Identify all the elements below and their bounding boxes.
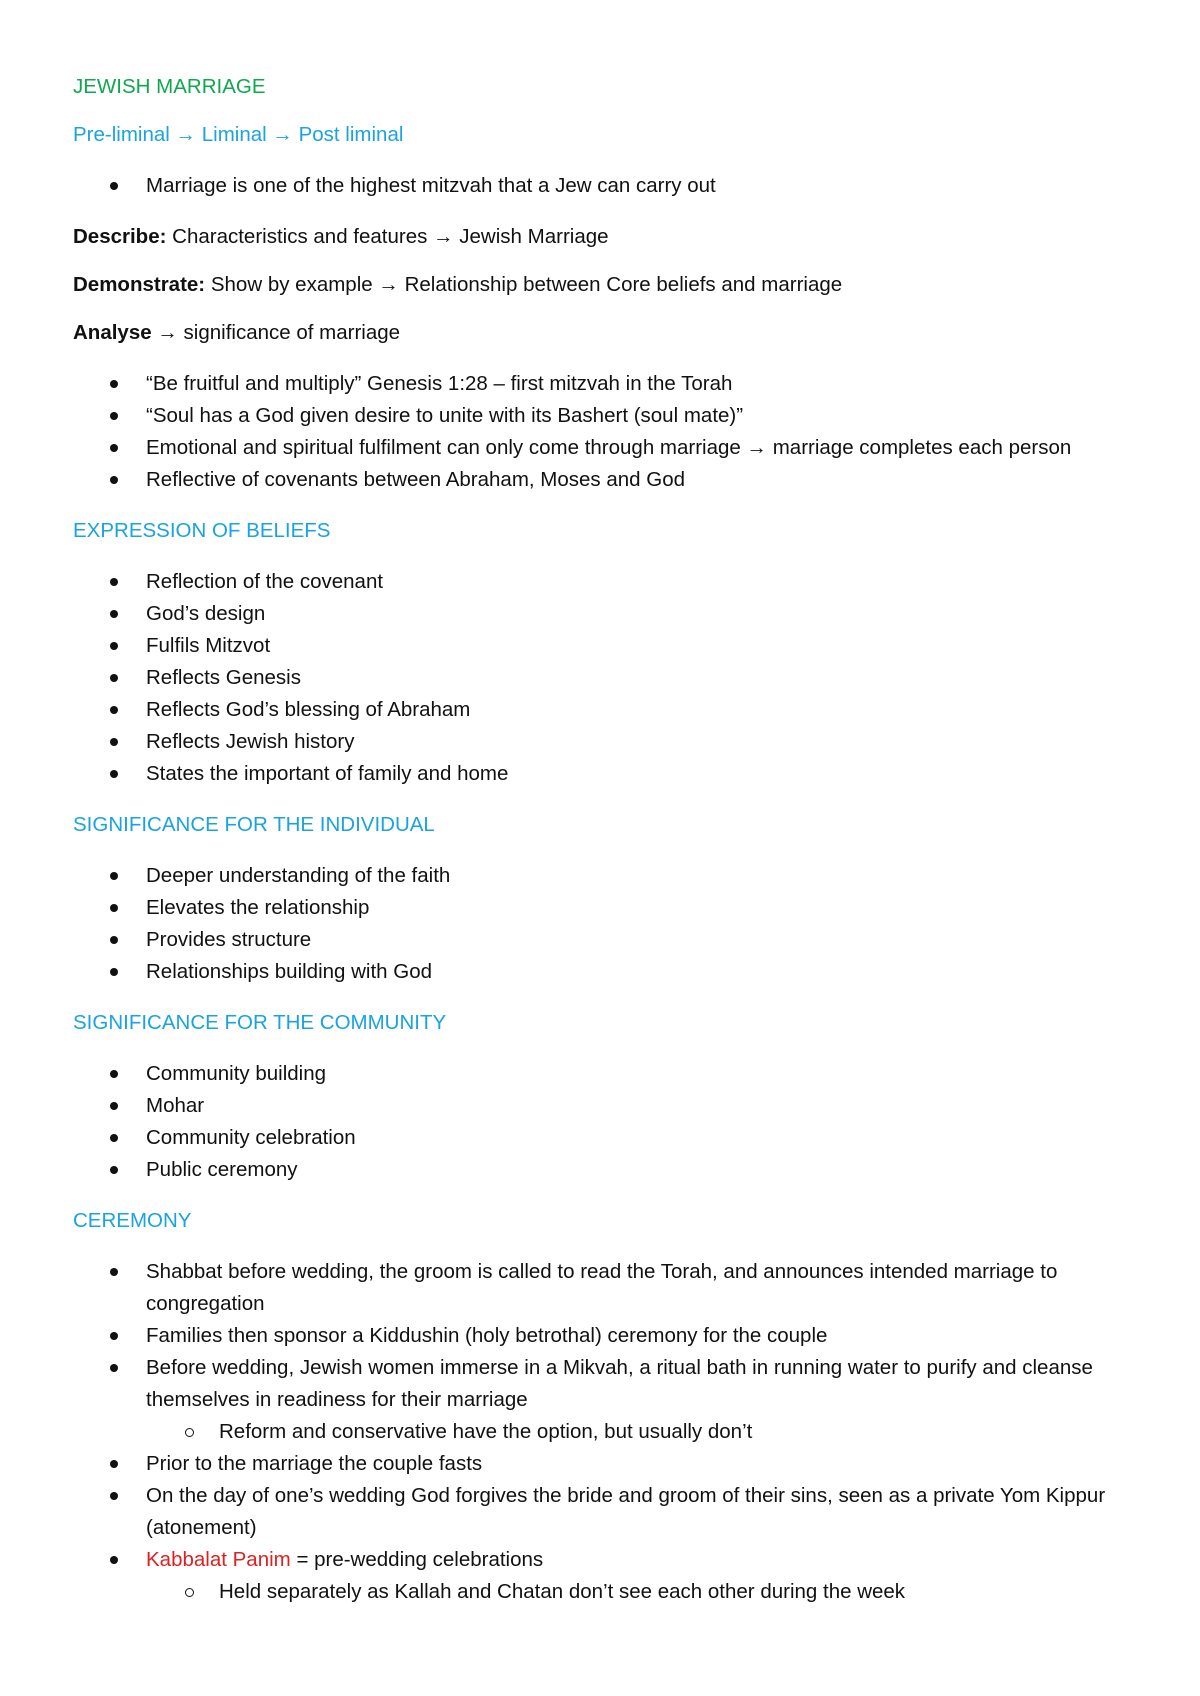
arrow-icon: → (272, 123, 293, 146)
demonstrate-target: Relationship between Core beliefs and marriage (404, 273, 843, 296)
sub-list-item: Reform and conservative have the option, but usually don’t (73, 1416, 1113, 1448)
section-heading-individual: SIGNIFICANCE FOR THE INDIVIDUAL (73, 813, 435, 836)
phase-liminal: Liminal (201, 123, 267, 146)
describe-line (73, 224, 1120, 250)
analyse-label: Analyse (73, 321, 152, 344)
list-item: Families then sponsor a Kiddushin (holy betrothal) ceremony for the couple (73, 1320, 1113, 1352)
list-item: Shabbat before wedding, the groom is called to read the Torah, and announces intended marriage to congregation (73, 1256, 1113, 1320)
sub-list-item: Held separately as Kallah and Chatan don’t see each other during the week (73, 1576, 1113, 1608)
arrow-icon: → (175, 123, 197, 146)
demonstrate-line (73, 272, 1120, 298)
list-item: Reflects Genesis (73, 662, 1120, 694)
list-item: Reflects God’s blessing of Abraham (73, 694, 1120, 726)
expression-list (73, 566, 1120, 790)
list-item: Reflection of the covenant (73, 566, 1120, 598)
intro-list (73, 170, 1120, 202)
phase-pre-liminal: Pre-liminal (73, 123, 170, 146)
list-item: Marriage is one of the highest mitzvah that a Jew can carry out (73, 170, 1120, 202)
arrow-icon: → (378, 273, 399, 296)
list-item: “Soul has a God given desire to unite with its Bashert (soul mate)” (73, 400, 1120, 432)
document-title: JEWISH MARRIAGE (73, 75, 266, 98)
analyse-text: significance of marriage (183, 321, 401, 344)
demonstrate-text: Show by example (210, 273, 373, 296)
demonstrate-label: Demonstrate: (73, 273, 206, 296)
community-list (73, 1058, 1120, 1186)
analyse-list (73, 368, 1120, 496)
describe-label: Describe: (73, 225, 167, 248)
section-heading-community: SIGNIFICANCE FOR THE COMMUNITY (73, 1011, 447, 1034)
list-item (73, 1544, 1113, 1608)
list-item: Public ceremony (73, 1154, 1120, 1186)
sub-list (146, 1576, 1113, 1608)
list-item-text: Emotional and spiritual fulfilment can only come through marriage (146, 436, 741, 459)
arrow-icon: → (433, 225, 454, 248)
list-item: Mohar (73, 1090, 1120, 1122)
section-heading-ceremony: CEREMONY (73, 1209, 192, 1232)
list-item (73, 1352, 1113, 1448)
phases-line (73, 122, 1120, 148)
arrow-icon: → (746, 436, 768, 459)
list-item: Community celebration (73, 1122, 1120, 1154)
arrow-icon: → (157, 321, 178, 344)
kabbalat-panim-term: Kabbalat Panim (146, 1548, 291, 1571)
describe-target: Jewish Marriage (459, 225, 609, 248)
list-item-text: marriage completes each person (772, 436, 1072, 459)
list-item: “Be fruitful and multiply” Genesis 1:28 – first mitzvah in the Torah (73, 368, 1120, 400)
sub-list (146, 1416, 1113, 1448)
list-item: Reflects Jewish history (73, 726, 1120, 758)
list-item: Relationships building with God (73, 956, 1120, 988)
list-item: Elevates the relationship (73, 892, 1120, 924)
list-item-text: = pre-wedding celebrations (296, 1548, 544, 1571)
section-heading-expression: EXPRESSION OF BELIEFS (73, 519, 331, 542)
list-item: Deeper understanding of the faith (73, 860, 1120, 892)
list-item: On the day of one’s wedding God forgives the bride and groom of their sins, seen as a private Yom Kippur (atonement) (73, 1480, 1113, 1544)
list-item: Prior to the marriage the couple fasts (73, 1448, 1113, 1480)
analyse-line (73, 320, 1120, 346)
list-item: God’s design (73, 598, 1120, 630)
individual-list (73, 860, 1120, 988)
describe-text: Characteristics and features (172, 225, 428, 248)
list-item: Community building (73, 1058, 1120, 1090)
list-item: States the important of family and home (73, 758, 1120, 790)
list-item (73, 432, 1120, 464)
list-item: Reflective of covenants between Abraham, Moses and God (73, 464, 1120, 496)
list-item: Fulfils Mitzvot (73, 630, 1120, 662)
phase-post-liminal: Post liminal (298, 123, 404, 146)
ceremony-list (73, 1256, 1113, 1608)
list-item-text: Before wedding, Jewish women immerse in a Mikvah, a ritual bath in running water to purify and cleanse themselves in readiness for their marriage (146, 1356, 1093, 1411)
list-item: Provides structure (73, 924, 1120, 956)
